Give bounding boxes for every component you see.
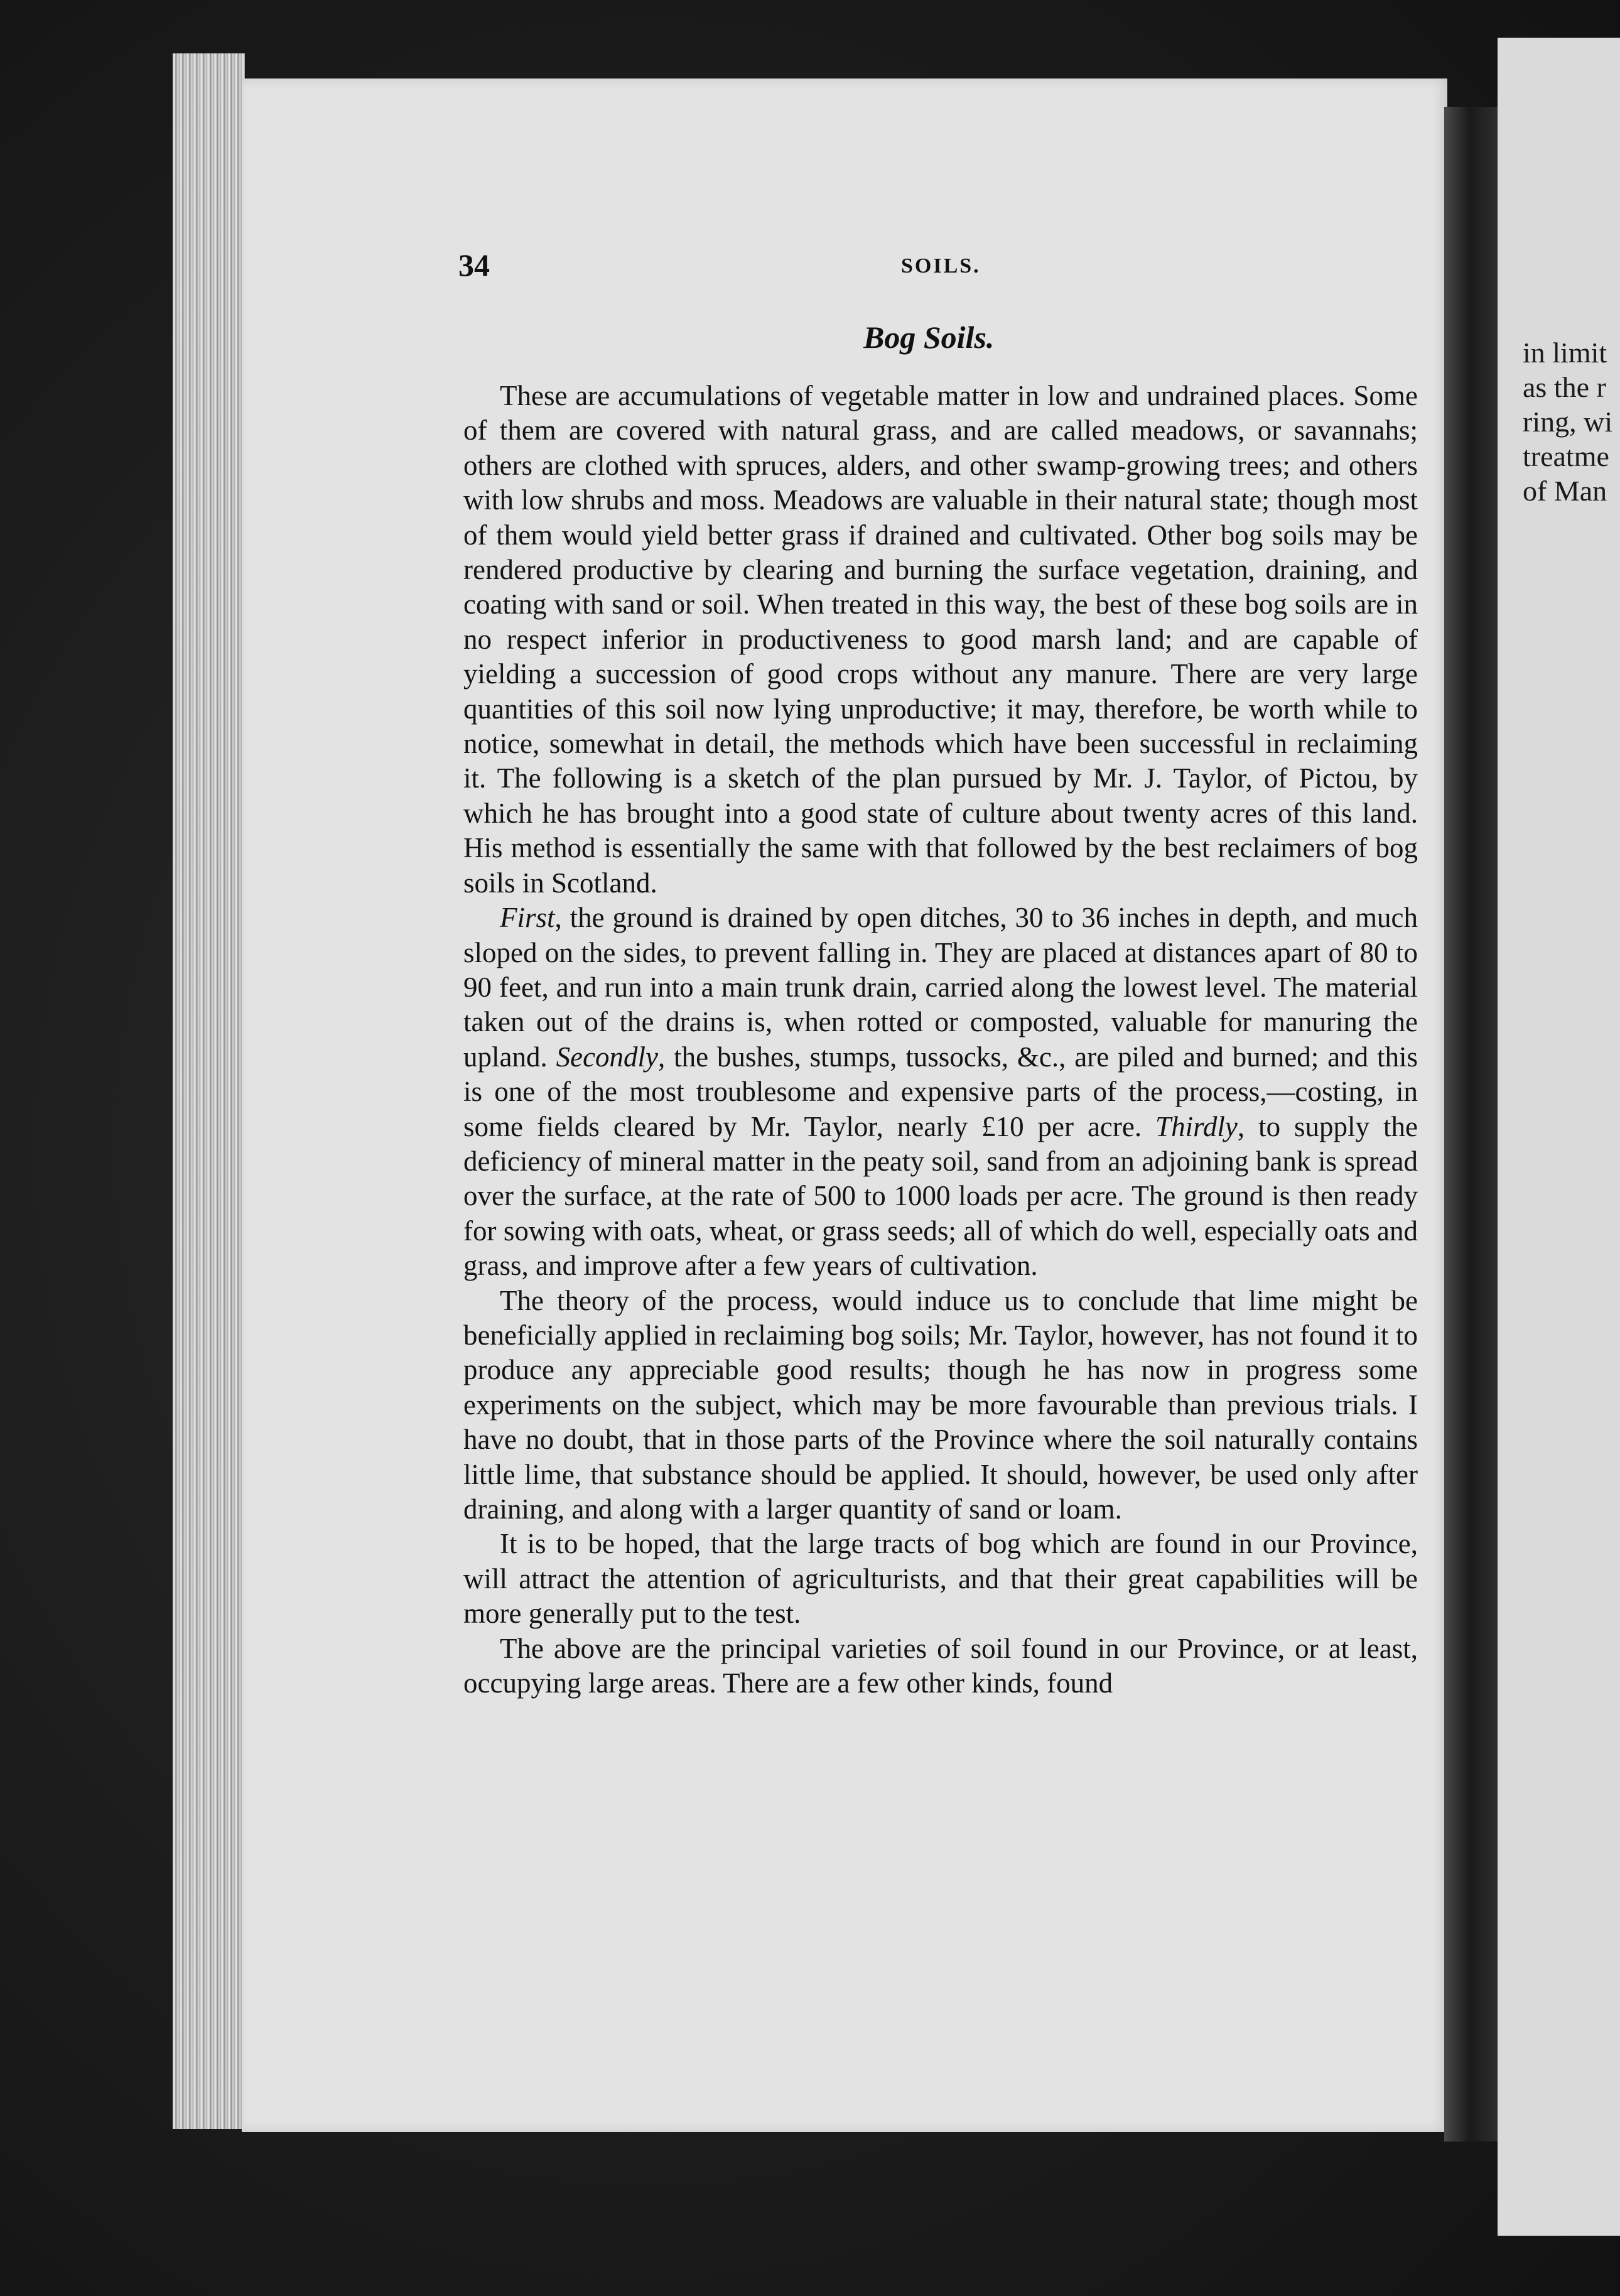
page-number: 34: [458, 247, 490, 283]
book-page-edges: [173, 53, 245, 2129]
text-run: , the ground is drained by open ditches, 30 to 36 inches in depth, and much sloped on the sides, to prevent falling in. They are placed at distances apart of 80 to 90 feet, and run into a main trunk drain, carried along the lowest level. The material taken out of the drains is, when rotted or composted, valuable for manuring the upland.: [463, 902, 1418, 1073]
facing-page-fragment: [1498, 38, 1620, 2236]
facing-page-line: treatme: [1523, 440, 1609, 472]
paragraph: [463, 1527, 1418, 1631]
text-run: , to supply the deficiency of mineral matter in the peaty soil, sand from an adjoining bank is spread over the surface, at the rate of 500 to 1000 loads per acre. The ground is then ready for sowing with oats, wheat, or grass seeds; all of which do well, especially oats and grass, and improve after a few years of cultivation.: [463, 1110, 1418, 1282]
paragraph: [463, 379, 1418, 901]
facing-page-line: in limit: [1523, 337, 1607, 369]
italic-term: Secondly: [556, 1041, 659, 1073]
italic-term: First: [500, 902, 555, 934]
text-run: , the bushes, stumps, tussocks, &c., are piled and burned; and this is one of the most troublesome and expensive parts of the process,—costing, in some fields cleared by Mr. Taylor, nearly £10 per acre.: [463, 1041, 1418, 1142]
body-text: [463, 379, 1418, 1701]
section-title: Bog Soils.: [863, 320, 995, 355]
text-run: The theory of the process, would induce us to conclude that lime might be beneficially applied in reclaiming bog soils; Mr. Taylor, however, has not found it to produce any appreciable good results; though he has now in progress some experiments on the subject, which may be more favourable than previous trials. I have no doubt, that in those parts of the Province where the soil naturally contains little lime, that substance should be applied. It should, however, be used only after draining, and along with a larger quantity of sand or loam.: [463, 1284, 1418, 1525]
paragraph: [463, 1632, 1418, 1701]
italic-term: Thirdly: [1155, 1110, 1238, 1142]
gutter-shadow: [1444, 107, 1501, 2142]
paragraph: [463, 901, 1418, 1283]
running-head: SOILS.: [901, 254, 981, 278]
facing-page-line: as the r: [1523, 371, 1606, 403]
paragraph: [463, 1284, 1418, 1527]
text-run: It is to be hoped, that the large tracts of bog which are found in our Province, will attract the attention of agriculturists, and that their great capabilities will be more generally put to the test.: [463, 1528, 1418, 1630]
facing-page-line: ring, wi: [1523, 406, 1613, 438]
text-run: The above are the principal varieties of soil found in our Province, or at least, occupying large areas. There are a few other kinds, found: [463, 1632, 1418, 1699]
facing-page-line: of Man: [1523, 475, 1607, 507]
text-run: These are accumulations of vegetable matter in low and undrained places. Some of them are covered with natural grass, and are called meadows, or savannahs; others are clothed with spruces, alders, and other swamp-growing trees; and others with low shrubs and moss. Meadows are valuable in their natural state; though most of them would yield better grass if drained and cultivated. Other bog soils may be rendered productive by clearing and burning the surface vegetation, draining, and coating with sand or soil. When treated in this way, the best of these bog soils are in no respect inferior in productiveness to good marsh land; and are capable of yielding a succession of good crops without any manure. There are very large quantities of this soil now lying unproductive; it may, therefore, be worth while to notice, somewhat in detail, the methods which have been successful in reclaiming it. The following is a sketch of the plan pursued by Mr. J. Taylor, of Pictou, by which he has brought into a good state of culture about twenty acres of this land. His method is essentially the same with that followed by the best reclaimers of bog soils in Scotland.: [463, 380, 1418, 899]
